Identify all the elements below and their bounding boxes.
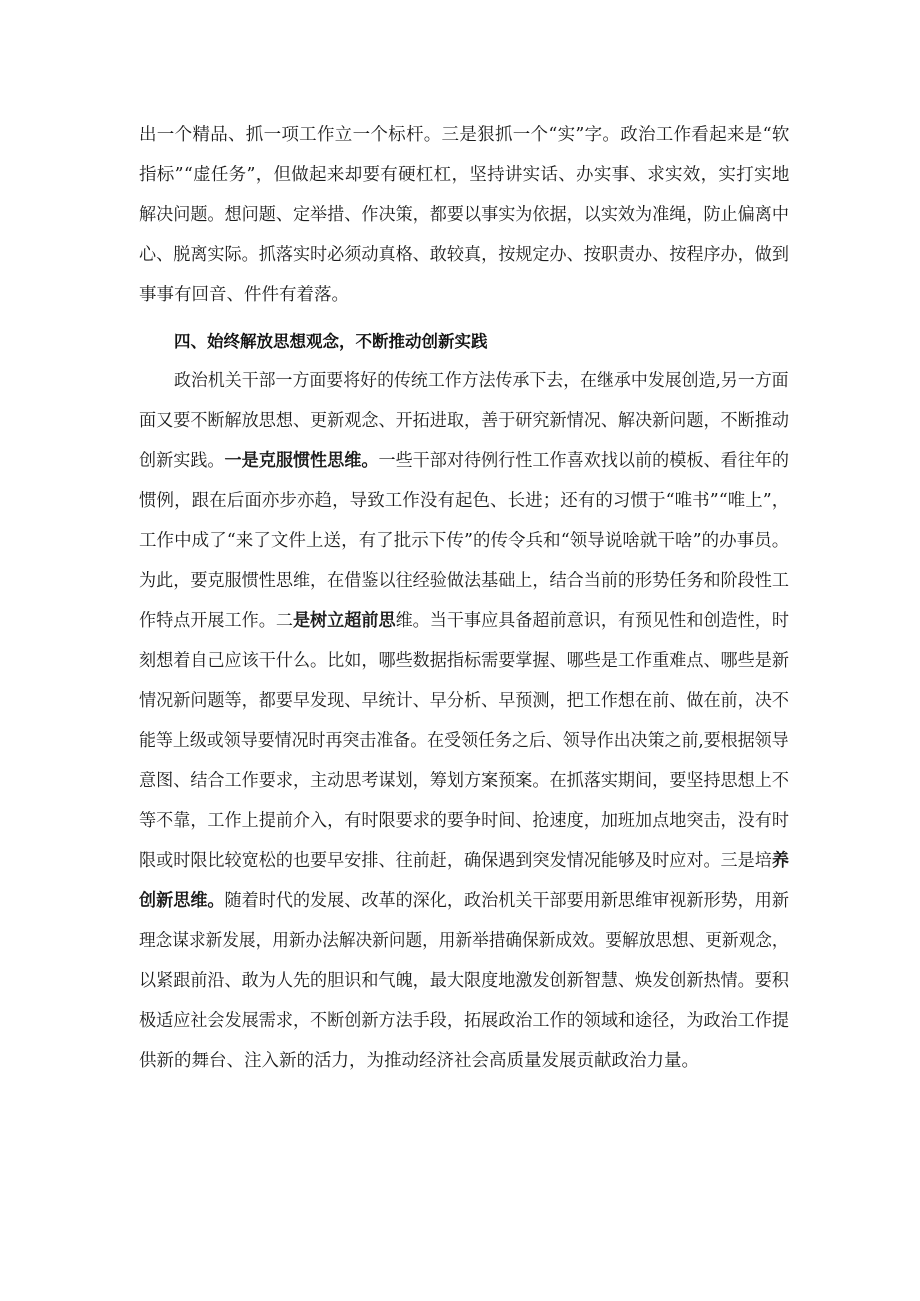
text-line [139,761,789,801]
bold-run: 创新思维。 [139,891,225,911]
line-text: 意图、结合工作要求，主动思考谋划，筹划方案预案。在抓落实期间，要坚持思想上不 [139,771,789,791]
line-text: 解决问题。想问题、定举措、作决策，都要以事实为依据，以实效为准绳，防止偏离中 [139,205,789,225]
line-text: 等不靠，工作上提前介入，有时限要求的要争时间、抢速度，加班加点地突击，没有时 [139,811,789,831]
line-text: 指标”“虚任务”，但做起来却要有硬杠杠，坚持讲实话、办实事、求实效，实打实地 [139,165,790,185]
text-line [139,601,789,641]
line-text [139,881,789,921]
line-text: 极适应社会发展需求，不断创新方法手段，拓展政治工作的领域和途径，为政治工作提 [139,1011,789,1031]
line-text [139,441,789,481]
text-run: 一些干部对待例行性工作喜欢找以前的模板、看往年的 [378,451,789,471]
line-text: 为此，要克服惯性思维，在借鉴以往经验做法基础上，结合当前的形势任务和阶段性工 [139,571,789,591]
text-line [139,195,789,235]
line-text: 刻想着自己应该干什么。比如，哪些数据指标需要掌握、哪些是工作重难点、哪些是新 [139,651,789,671]
text-run: 作特点开展工作。二 [139,611,293,631]
line-text: 出一个精品、抓一项工作立一个标杆。三是狠抓一个“实”字。政治工作看起来是“软 [139,125,790,145]
line-text: 能等上级或领导要情况时再突击准备。在受领任务之后、领导作出决策之前,要根据领导 [139,731,789,751]
text-line [139,481,789,521]
text-run: 限或时限比较宽松的也要早安排、往前赶，确保遇到突发情况能够及时应对。三是培 [139,851,772,871]
bold-run: 养 [771,851,789,871]
text-line [139,401,789,441]
line-text [139,601,789,641]
text-line [139,961,789,1001]
line-text: 面又要不断解放思想、更新观念、开拓进取，善于研究新情况、解决新问题，不断推动 [139,411,789,431]
line-text: 惯例，跟在后面亦步亦趋，导致工作没有起色、长进；还有的习惯于“唯书”“唯上”， [139,491,790,511]
line-text [139,841,789,881]
line-text: 以紧跟前沿、敢为人先的胆识和气魄，最大限度地激发创新智慧、焕发创新热情。要积 [139,971,789,991]
text-line [139,921,789,961]
text-line [139,641,789,681]
text-run: 随着时代的发展、改革的深化，政治机关干部要用新思维审视新形势，用新 [224,891,789,911]
text-line [139,521,789,561]
line-text: 事事有回音、件件有着落。 [139,285,349,305]
line-text: 供新的舞台、注入新的活力，为推动经济社会高质量发展贡献政治力量。 [139,1051,699,1071]
text-line [139,721,789,761]
text-line [139,235,789,275]
text-line [139,561,789,601]
text-line [139,115,789,155]
line-text: 情况新问题等，都要早发现、早统计、早分析、早预测，把工作想在前、做在前，决不 [139,691,789,711]
line-text: 政治机关干部一方面要将好的传统工作方法传承下去，在继承中发展创造,另一方面 [174,371,789,391]
text-line [139,801,789,841]
text-line [139,1041,789,1081]
paragraph-block-2 [139,361,789,1081]
text-run: 创新实践。 [139,451,225,471]
line-text: 工作中成了“来了文件上送，有了批示下传”的传令兵和“领导说啥就干啥”的办事员。 [139,531,790,551]
text-line [139,361,789,401]
text-line [139,841,789,881]
line-text: 心、脱离实际。抓落实时必须动真格、敢较真，按规定办、按职责办、按程序办，做到 [139,245,789,265]
text-line [139,441,789,481]
text-line [139,681,789,721]
line-text: 理念谋求新发展，用新办法解决新问题，用新举措确保新成效。要解放思想、更新观念， [139,931,789,951]
text-line [139,155,789,195]
text-line [139,881,789,921]
text-line [139,275,789,315]
text-line [139,1001,789,1041]
section-heading: 四、始终解放思想观念，不断推动创新实践 [174,332,488,351]
text-run: 维。当干事应具备超前意识，有预见性和创造性，时 [395,611,789,631]
paragraph-block-1 [139,115,789,315]
bold-run: 一是克服惯性思维。 [224,451,379,471]
bold-run: 是树立超前思 [292,611,396,631]
